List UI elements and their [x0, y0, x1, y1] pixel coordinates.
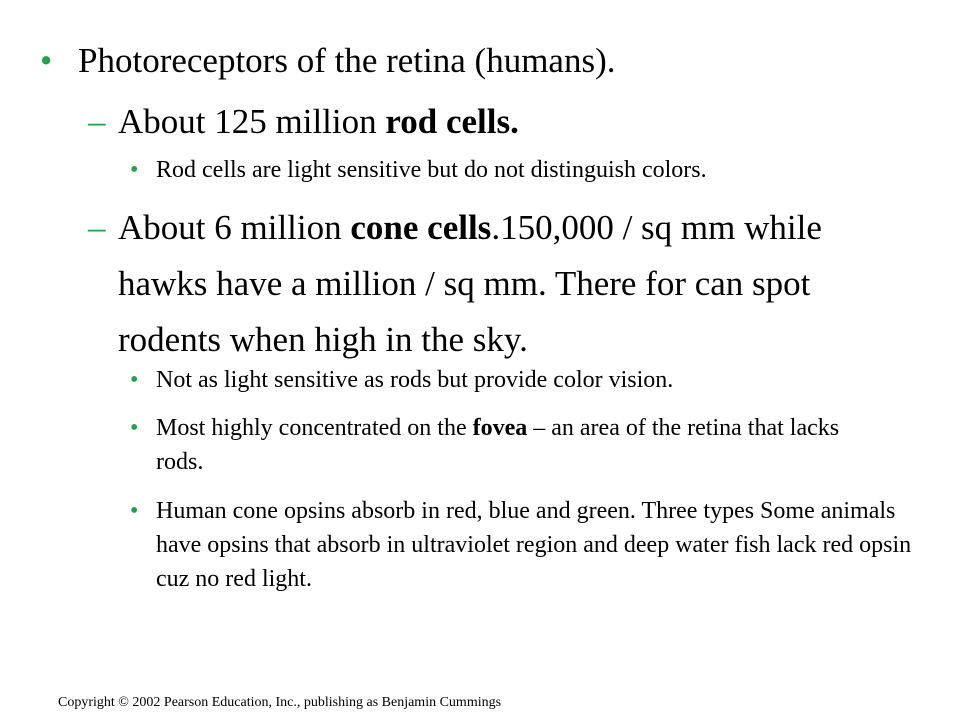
detail-item-color-vision: [130, 363, 910, 397]
text-run: .150,000 / sq mm while hawks have a million / sq mm. There for can spot rodents when high in the sky.: [118, 208, 822, 359]
bold-term-rod-cells: rod cells.: [385, 102, 519, 141]
bullet-icon: •: [130, 498, 139, 524]
detail-text: Rod cells are light sensitive but do not distinguish colors.: [156, 157, 707, 183]
copyright-footer: Copyright © 2002 Pearson Education, Inc., publishing as Benjamin Cummings: [58, 695, 502, 710]
detail-text: Human cone opsins absorb in red, blue and green. Three types Some animals have opsins that absorb in ultraviolet region and deep water fish lack red opsin cuz no red light.: [156, 498, 912, 592]
text-run: About 125 million: [118, 102, 386, 141]
sub-item-text: [118, 200, 878, 368]
detail-item-rod-sensitivity: [130, 153, 910, 187]
detail-item-fovea: [130, 411, 870, 479]
bullet-icon: •: [130, 415, 139, 441]
dash-icon: –: [88, 208, 106, 247]
sub-item-cone-cells: [88, 200, 908, 368]
sub-item-text: [118, 94, 908, 150]
bullet-icon: •: [130, 157, 139, 183]
text-run: Most highly concentrated on the: [156, 415, 473, 441]
text-run: – an area of the retina that lacks rods.: [156, 415, 840, 475]
detail-item-cone-opsins: [130, 494, 920, 596]
sub-item-rod-cells: [88, 94, 908, 150]
bullet-text: Photoreceptors of the retina (humans).: [78, 41, 616, 80]
bullet-icon: •: [130, 367, 139, 393]
bullet-item-photoreceptors: [40, 40, 920, 82]
bold-term-cone-cells: cone cells: [350, 208, 492, 247]
text-run: About 6 million: [118, 208, 351, 247]
bullet-icon: •: [40, 41, 53, 80]
bold-term-fovea: fovea: [472, 415, 528, 441]
detail-text: Not as light sensitive as rods but provide color vision.: [156, 367, 674, 393]
detail-text: [156, 411, 866, 479]
dash-icon: –: [88, 102, 106, 141]
